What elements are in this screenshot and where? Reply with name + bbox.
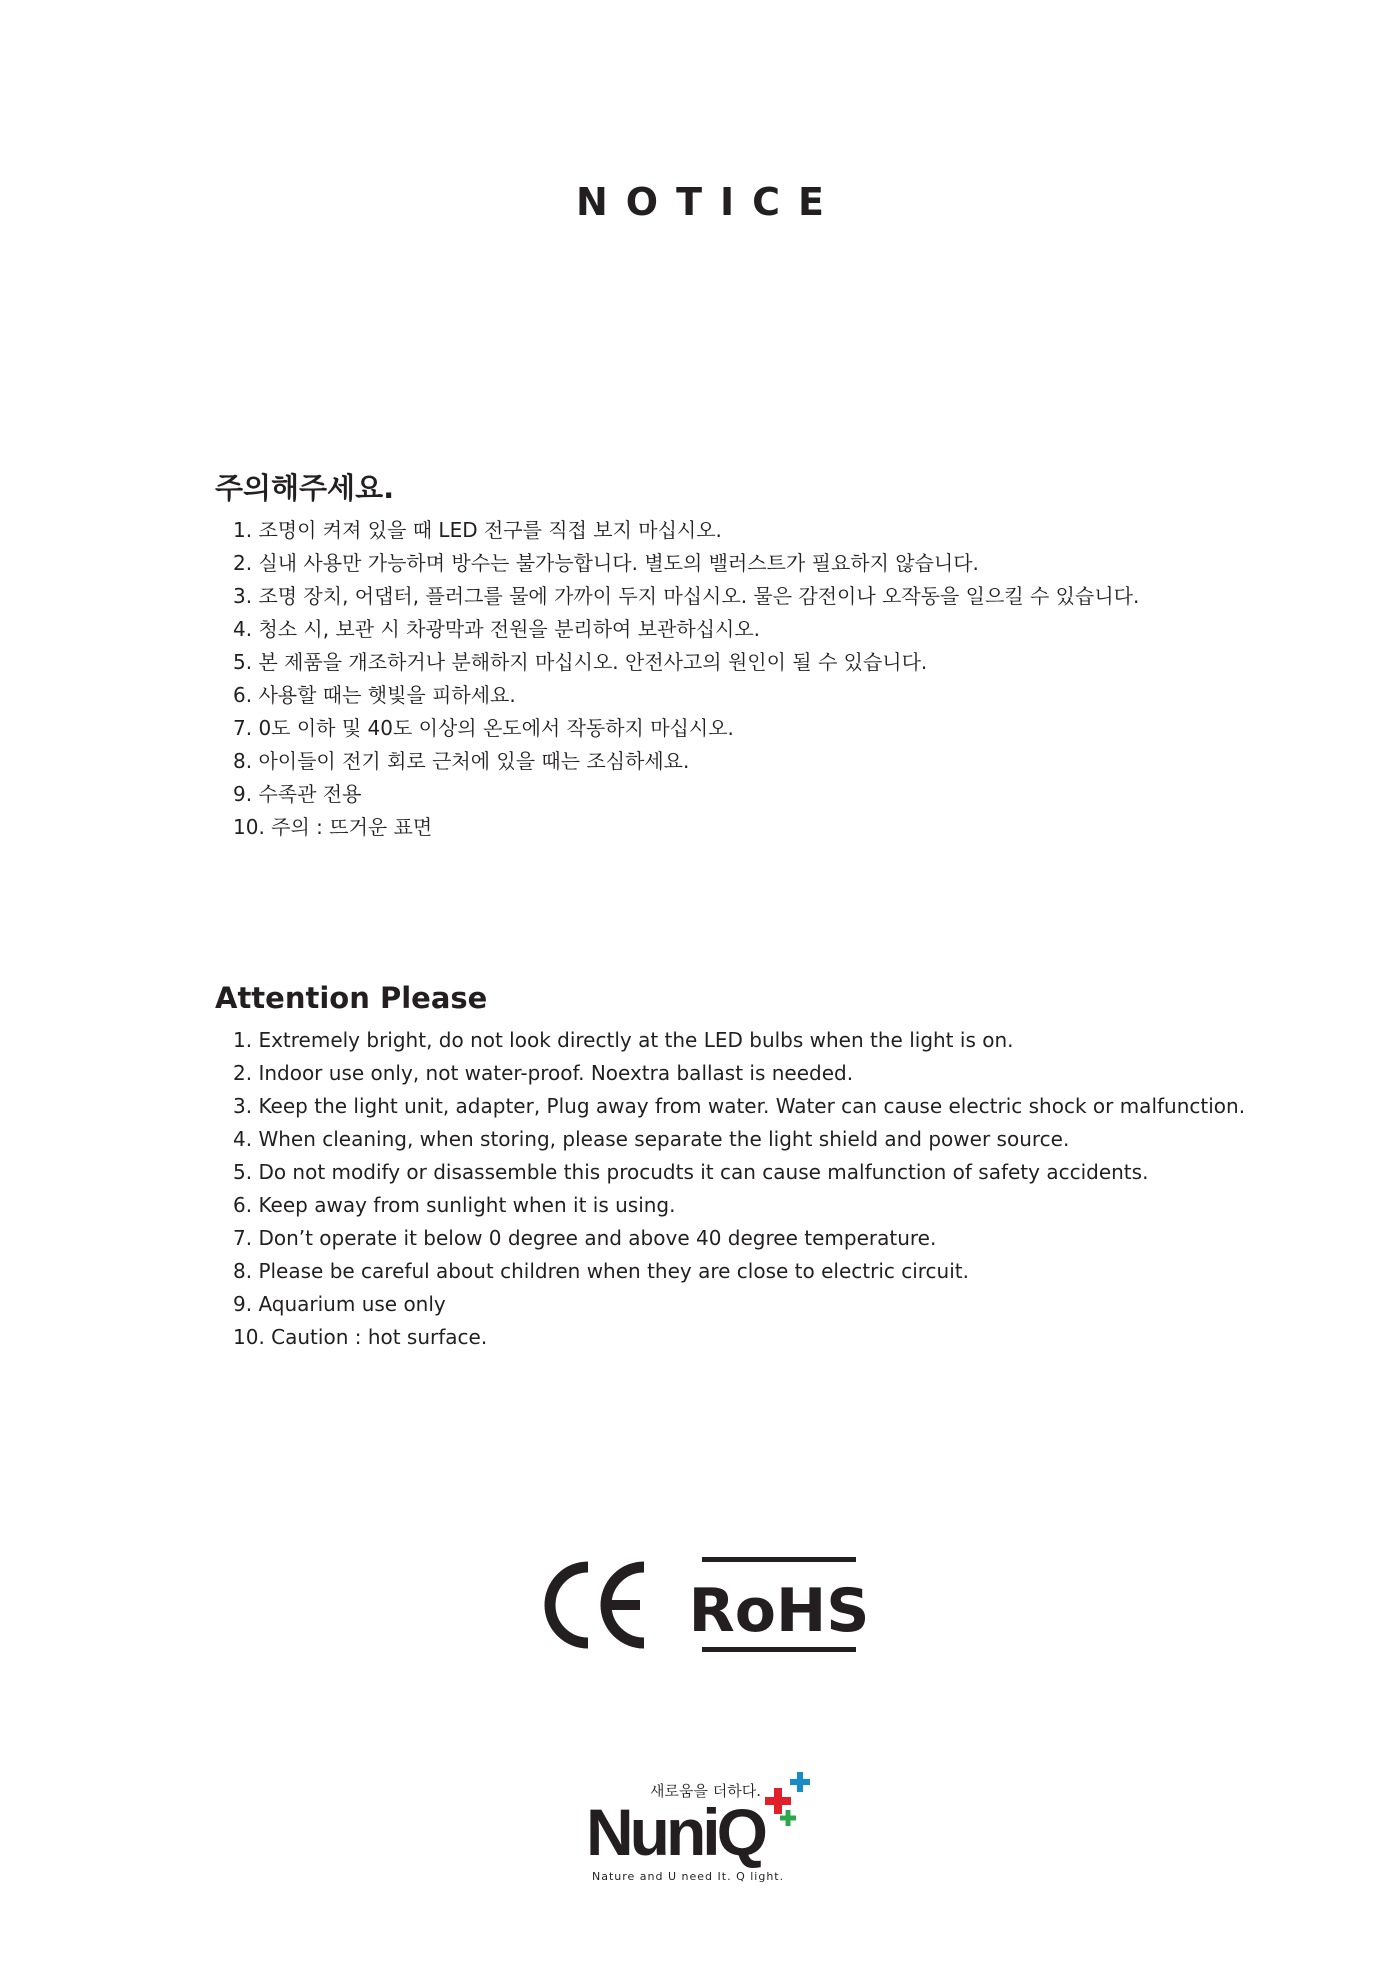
- blue-plus-icon: [790, 1772, 810, 1792]
- list-item: 10. Caution : hot surface.: [233, 1325, 488, 1349]
- korean-notice-section: [215, 468, 1335, 844]
- list-item: 1. Extremely bright, do not look directly at the LED bulbs when the light is on.: [233, 1028, 1014, 1052]
- rohs-text: RoHS: [688, 1576, 870, 1646]
- page-title: NOTICE: [575, 180, 842, 224]
- list-item: 4. When cleaning, when storing, please separate the light shield and power source.: [233, 1127, 1070, 1151]
- list-item: 2. Indoor use only, not water-proof. Noextra ballast is needed.: [233, 1061, 854, 1085]
- list-item: 6. Keep away from sunlight when it is using.: [233, 1193, 676, 1217]
- logo-brand-name: NuniQ: [586, 1795, 764, 1869]
- list-item: 8. Please be careful about children when they are close to electric circuit.: [233, 1259, 969, 1283]
- ce-mark-icon: [540, 1555, 650, 1655]
- list-item: 7. Don’t operate it below 0 degree and above 40 degree temperature.: [233, 1226, 937, 1250]
- korean-notice-list: [215, 514, 1335, 844]
- list-item: 5. Do not modify or disassemble this procudts it can cause malfunction of safety accidents.: [233, 1160, 1149, 1184]
- list-item: 3. Keep the light unit, adapter, Plug away from water. Water can cause electric shock or malfunction.: [233, 1094, 1246, 1118]
- list-item: 3. 조명 장치, 어댑터, 플러그를 물에 가까이 두지 마십시오. 물은 감전이나 오작동을 일으킬 수 있습니다.: [233, 584, 1140, 608]
- list-item: 8. 아이들이 전기 회로 근처에 있을 때는 조심하세요.: [233, 749, 690, 773]
- list-item: 7. 0도 이하 및 40도 이상의 온도에서 작동하지 마십시오.: [233, 716, 734, 740]
- list-item: 4. 청소 시, 보관 시 차광막과 전원을 분리하여 보관하십시오.: [233, 617, 761, 641]
- brand-logo: [580, 1770, 820, 1890]
- english-notice-list: [215, 1024, 1335, 1354]
- list-item: 6. 사용할 때는 햇빛을 피하세요.: [233, 683, 516, 707]
- certification-marks: [0, 1555, 1400, 1655]
- korean-heading: 주의해주세요.: [215, 471, 395, 505]
- list-item: 5. 본 제품을 개조하거나 분해하지 마십시오. 안전사고의 원인이 될 수 있습니다.: [233, 650, 928, 674]
- english-notice-section: [215, 978, 1335, 1354]
- logo-tagline-korean: 새로움을 더하다.: [650, 1782, 761, 1800]
- list-item: 2. 실내 사용만 가능하며 방수는 불가능합니다. 별도의 밸러스트가 필요하지 않습니다.: [233, 551, 979, 575]
- list-item: 9. 수족관 전용: [233, 782, 362, 806]
- green-plus-icon: [780, 1810, 796, 1826]
- list-item: 10. 주의 : 뜨거운 표면: [233, 815, 433, 839]
- rohs-mark-icon: [688, 1557, 870, 1653]
- list-item: 9. Aquarium use only: [233, 1292, 446, 1316]
- list-item: 1. 조명이 켜져 있을 때 LED 전구를 직접 보지 마십시오.: [233, 518, 722, 542]
- english-heading: Attention Please: [215, 981, 488, 1015]
- logo-tagline-english: Nature and U need It. Q light.: [592, 1870, 785, 1883]
